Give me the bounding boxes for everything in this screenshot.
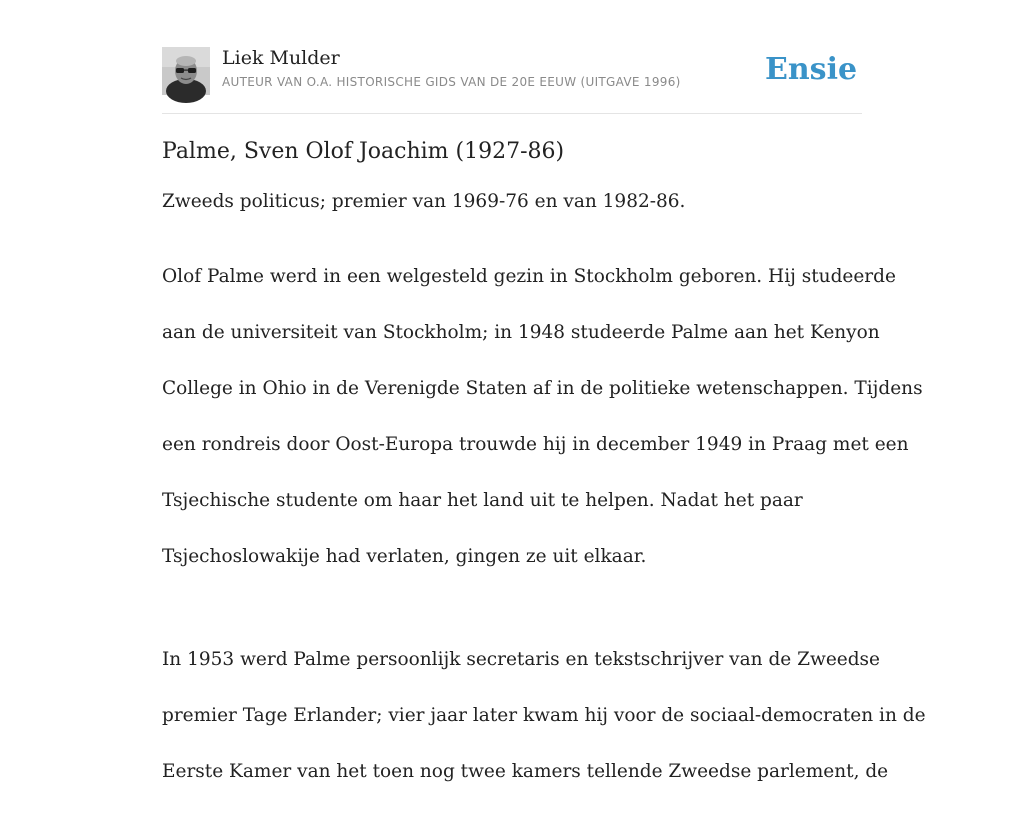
author-avatar[interactable] — [162, 47, 210, 95]
paragraph-line: Olof Palme werd in een welgesteld gezin in Stockholm geboren. Hij studeerde — [162, 266, 896, 287]
ensie-logo[interactable]: Ensie — [765, 52, 858, 87]
article-paragraph-1 — [162, 235, 923, 599]
paragraph-line: Tsjechoslowakije had verlaten, gingen ze uit elkaar. — [162, 546, 647, 567]
avatar-portrait-image — [162, 47, 210, 95]
article-content — [162, 136, 926, 814]
paragraph-line: premier Tage Erlander; vier jaar later kwam hij voor de sociaal-democraten in de — [162, 705, 926, 726]
article-paragraph-2 — [162, 618, 926, 814]
paragraph-line: Eerste Kamer van het toen nog twee kamers tellende Zweedse parlement, de — [162, 761, 889, 782]
paragraph-line: aan de universiteit van Stockholm; in 1948 studeerde Palme aan het Kenyon — [162, 322, 880, 343]
article-title: Palme, Sven Olof Joachim (1927-86) — [162, 139, 565, 164]
paragraph-line: College in Ohio in de Verenigde Staten af in de politieke wetenschappen. Tijdens — [162, 378, 923, 399]
author-name[interactable]: Liek Mulder — [222, 47, 340, 69]
author-description: AUTEUR VAN O.A. HISTORISCHE GIDS VAN DE 20E EEUW (UITGAVE 1996) — [222, 75, 681, 89]
paragraph-line: Tsjechische studente om haar het land uit te helpen. Nadat het paar — [162, 490, 803, 511]
header-divider — [162, 113, 862, 114]
paragraph-line: In 1953 werd Palme persoonlijk secretaris en tekstschrijver van de Zweedse — [162, 649, 880, 670]
paragraph-line: een rondreis door Oost-Europa trouwde hij in december 1949 in Praag met een — [162, 434, 909, 455]
author-header — [162, 46, 862, 96]
article-lead: Zweeds politicus; premier van 1969-76 en van 1982-86. — [162, 191, 686, 212]
